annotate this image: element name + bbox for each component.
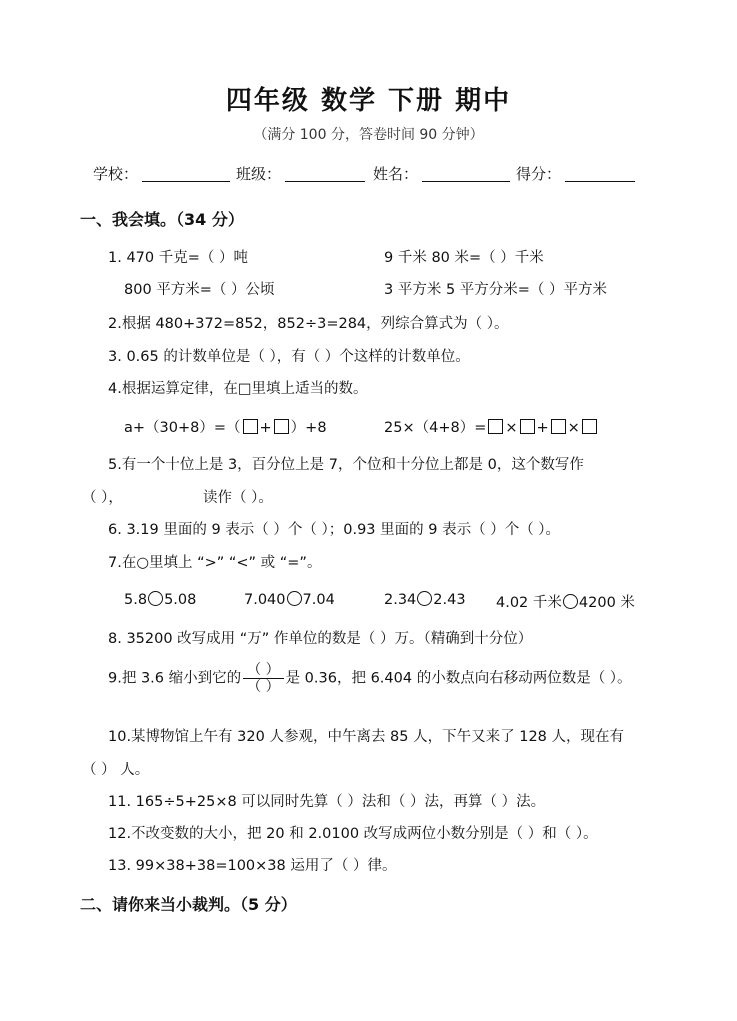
compare-circle	[563, 594, 578, 609]
q4b-part3: +	[536, 420, 549, 436]
name-blank	[422, 165, 510, 182]
compare-circle	[287, 591, 302, 606]
class-field	[236, 163, 365, 184]
answer-box	[582, 419, 597, 434]
q7a-left: 5.8	[124, 592, 148, 608]
q7a-right: 5.08	[164, 592, 197, 608]
question-12: 12.不改变数的大小，把 20 和 2.0100 改写成两位小数分别是（ ）和（ ）。	[108, 826, 598, 842]
question-4b	[384, 416, 599, 437]
score-field	[516, 163, 635, 184]
class-blank	[285, 165, 365, 182]
question-7: 7.在○里填上 “>” “<” 或 “=”。	[108, 555, 322, 571]
q4b-part1: 25×（4+8）=	[384, 420, 487, 436]
question-13: 13. 99×38+38=100×38 运用了（ ）律。	[108, 858, 397, 874]
q7b-right: 7.04	[302, 592, 335, 608]
q7d-right: 4200 米	[578, 595, 635, 611]
question-10-line2: （ ） 人。	[82, 762, 150, 778]
fraction-numerator: （ ）	[243, 662, 283, 679]
question-5-line2b: 读作（ ）。	[203, 490, 273, 506]
question-11: 11. 165÷5+25×8 可以同时先算（ ）法和（ ）法，再算（ ）法。	[108, 794, 546, 810]
answer-box	[274, 419, 289, 434]
question-5-line1: 5.有一个十位上是 3，百分位上是 7，个位和十分位上都是 0，这个数写作	[108, 457, 584, 473]
question-4a	[124, 416, 327, 437]
school-field	[93, 163, 230, 184]
q9-part2: 是 0.36，把 6.404 的小数点向右移动两位数是（ ）。	[285, 670, 632, 687]
q7b-left: 7.040	[244, 592, 286, 608]
question-1a: 1. 470 千克=（ ）吨	[108, 250, 248, 266]
score-blank	[565, 165, 635, 182]
section2-heading: 二、请你来当小裁判。（5 分）	[80, 895, 297, 914]
q4a-part2: +	[259, 420, 272, 436]
question-7d	[496, 591, 635, 612]
q4a-part3: ）+8	[290, 420, 327, 436]
q4b-part4: ×	[567, 420, 580, 436]
compare-circle	[148, 591, 163, 606]
question-4: 4.根据运算定律，在□里填上适当的数。	[108, 381, 368, 397]
section1-heading: 一、我会填。（34 分）	[80, 210, 244, 229]
exam-subtitle: （满分 100 分，答卷时间 90 分钟）	[253, 127, 484, 143]
page-title: 四年级 数学 下册 期中	[225, 86, 512, 116]
answer-box	[520, 419, 535, 434]
question-1d: 3 平方米 5 平方分米=（ ）平方米	[384, 282, 608, 298]
school-label: 学校：	[93, 165, 139, 183]
q7d-left: 4.02 千米	[496, 595, 562, 611]
q7c-left: 2.34	[384, 592, 417, 608]
q9-part1: 9.把 3.6 缩小到它的	[108, 670, 242, 687]
question-2: 2.根据 480+372=852，852÷3=284，列综合算式为（ ）。	[108, 316, 509, 332]
question-9	[108, 662, 632, 695]
question-7b	[244, 591, 335, 608]
question-6: 6. 3.19 里面的 9 表示（ ）个（ ）；0.93 里面的 9 表示（ ）个（ ）。	[108, 522, 561, 538]
question-5-line2a: （ ），	[82, 490, 123, 506]
school-blank	[142, 165, 230, 182]
q4a-part1: a+（30+8）=（	[124, 420, 241, 436]
question-1b: 9 千米 80 米=（ ）千米	[384, 250, 544, 266]
question-7a	[124, 591, 196, 608]
answer-box	[551, 419, 566, 434]
q7c-right: 2.43	[433, 592, 466, 608]
name-field	[373, 163, 510, 184]
name-label: 姓名：	[373, 165, 419, 183]
class-label: 班级：	[236, 165, 282, 183]
fraction-denominator: （ ）	[247, 679, 280, 695]
q4b-part2: ×	[505, 420, 518, 436]
question-8: 8. 35200 改写成用 “万” 作单位的数是（ ）万。（精确到十分位）	[108, 631, 533, 647]
question-1c: 800 平方米=（ ）公顷	[124, 282, 275, 298]
fraction-blank	[243, 662, 283, 695]
answer-box	[488, 419, 503, 434]
compare-circle	[417, 591, 432, 606]
question-7c	[384, 591, 466, 608]
answer-box	[243, 419, 258, 434]
question-10-line1: 10.某博物馆上午有 320 人参观，中午离去 85 人，下午又来了 128 人，现在有	[108, 729, 625, 745]
question-3: 3. 0.65 的计数单位是（ ），有（ ）个这样的计数单位。	[108, 349, 470, 365]
score-label: 得分：	[516, 165, 562, 183]
